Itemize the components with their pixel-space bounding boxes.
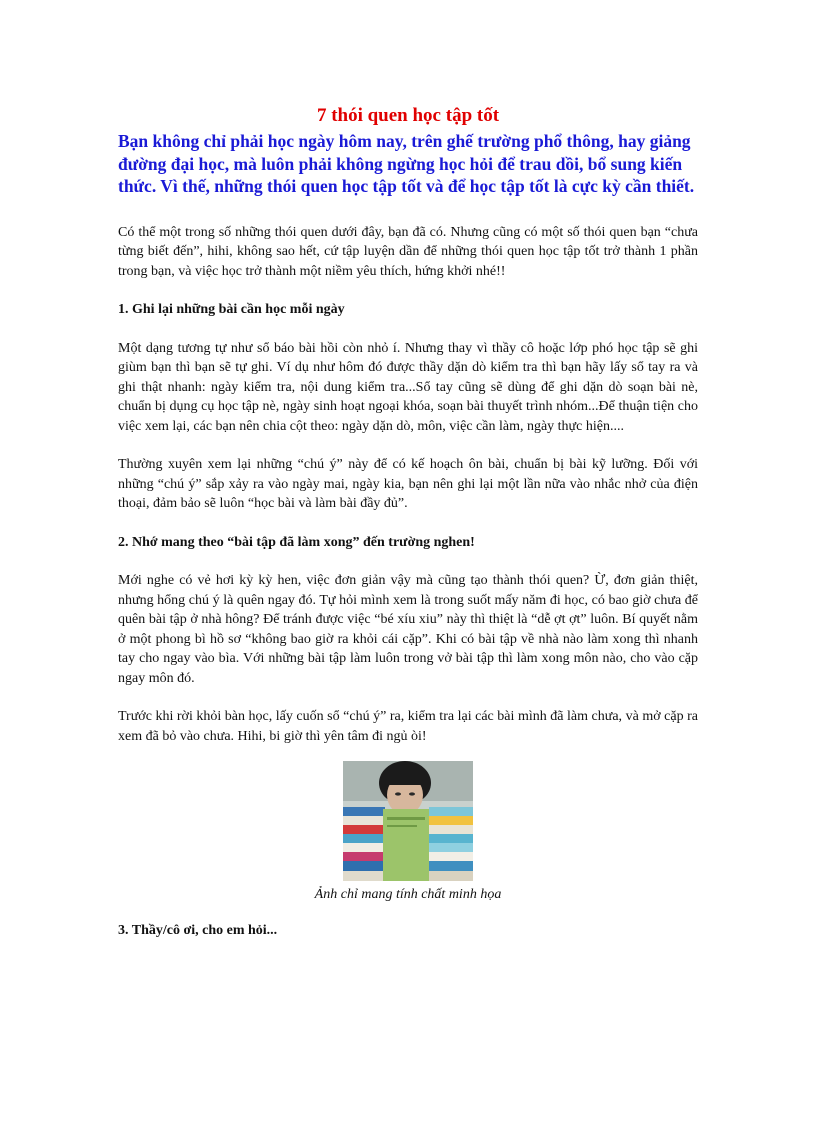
section-heading-1: 1. Ghi lại những bài cần học mỗi ngày [118, 302, 345, 317]
illustration-figure [118, 761, 698, 905]
section-heading-3: 3. Thầy/cô ơi, cho em hỏi... [118, 923, 278, 938]
paragraph-3: Thường xuyên xem lại những “chú ý” này để có kế hoạch ôn bài, chuẩn bị bài kỹ lưỡng. Đối với những “chú ý” sắp xảy ra vào ngày mai, ngày kia, bạn nên ghi lại một lần nữa vào nhắc nhở của điện thoại, đảm bảo sẽ luôn “học bài và làm bài đầy đủ”. [118, 457, 698, 511]
paragraph-5: Trước khi rời khỏi bàn học, lấy cuốn sổ “chú ý” ra, kiểm tra lại các bài mình đã làm chưa, và mở cặp ra xem đã bỏ vào chưa. Hihi, bi giờ thì yên tâm đi ngủ òi! [118, 709, 698, 744]
paragraph-2: Một dạng tương tự như sổ báo bài hồi còn nhỏ í. Nhưng thay vì thầy cô hoặc lớp phó học tập sẽ ghi giùm bạn thì bạn sẽ tự ghi. Ví dụ như hôm đó được thầy dặn dò kiểm tra thì bạn hãy lấy sổ tay ra và ghi thật nhanh: ngày kiểm tra, nội dung kiểm tra...Sổ tay cũng sẽ dùng để ghi dặn dò soạn bài nè, chuẩn bị dụng cụ học tập nè, ngày sinh hoạt ngoại khóa, soạn bài thuyết trình nhóm...Để thuận tiện cho việc xem lại, các bạn nên chia cột theo: ngày dặn dò, môn, việc cần làm, ngày thực hiện.... [118, 340, 698, 434]
document-page [118, 104, 698, 960]
intro-paragraph: Bạn không chỉ phải học ngày hôm nay, trên ghế trường phổ thông, hay giảng đường đại học, mà luôn phải không ngừng học hỏi để trau dồi, bổ sung kiến thức. Vì thế, những thói quen học tập tốt và để học tập tốt là cực kỳ cần thiết. [118, 131, 695, 196]
paragraph-4: Mới nghe có vẻ hơi kỳ kỳ hen, việc đơn giản vậy mà cũng tạo thành thói quen? Ừ, đơn giản thiệt, nhưng hổng chú ý là quên ngay đó. Tự hỏi mình xem là trong suốt mấy năm đi học, có bao giờ chưa để quên bài tập ở nhà hông? Để tránh được việc “bé xíu xiu” này thì thiệt là “dễ ợt ợt” luôn. Bí quyết nằm ở một phong bì hồ sơ “không bao giờ ra khỏi cái cặp”. Khi có bài tập về nhà nào làm xong thì nhanh tay cho ngay vào bìa. Với những bài tập làm luôn trong vở bài tập thì làm xong môn nào, cho vào cặp ngay môn đó. [118, 573, 698, 686]
student-with-books-photo [343, 761, 473, 881]
student-books-illustration-icon [343, 761, 473, 881]
paragraph-1: Có thể một trong số những thói quen dưới đây, bạn đã có. Nhưng cũng có một số thói quen bạn “chưa từng biết đến”, hihi, không sao hết, cứ tập luyện dần để những thói quen học tập tốt trở thành 1 phần trong bạn, và việc học trở thành một niềm yêu thích, hứng khởi nhé!! [118, 224, 698, 279]
image-caption: Ảnh chỉ mang tính chất minh họa [314, 887, 502, 902]
section-heading-2: 2. Nhớ mang theo “bài tập đã làm xong” đến trường nghen! [118, 534, 475, 550]
page-title: 7 thói quen học tập tốt [316, 105, 500, 126]
